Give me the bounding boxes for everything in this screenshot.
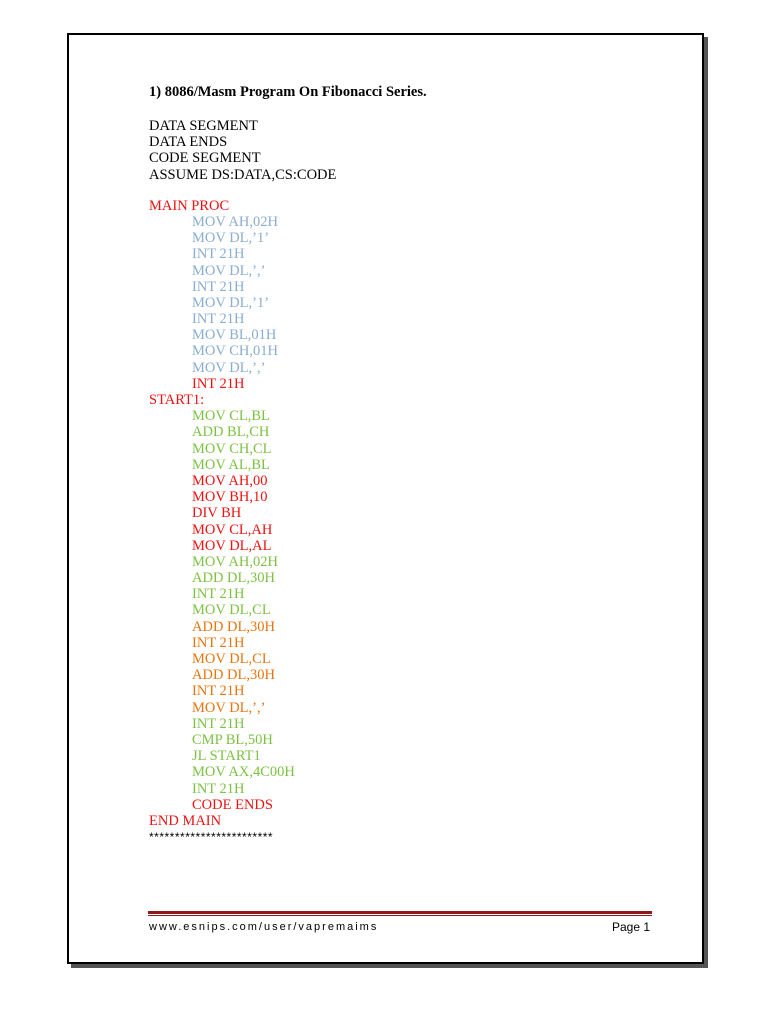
code-line: INT 21H bbox=[192, 780, 245, 797]
footer-url: www.esnips.com/user/vapremaims bbox=[149, 921, 379, 933]
code-line: INT 21H bbox=[192, 311, 245, 328]
code-line: INT 21H bbox=[192, 634, 245, 651]
code-line: MOV DL,CL bbox=[192, 651, 271, 667]
segment-declarations bbox=[149, 118, 336, 183]
code-line: INT 21H bbox=[192, 278, 245, 295]
code-line: ADD DL,30H bbox=[192, 667, 275, 684]
code-line: MOV BH,10 bbox=[192, 489, 268, 506]
code-line: MOV DL,’,’ bbox=[192, 359, 266, 376]
code-line: INT 21H bbox=[192, 683, 245, 700]
code-line: CODE ENDS bbox=[192, 796, 273, 813]
code-line: INT 21H bbox=[192, 715, 245, 732]
code-line: JL START1 bbox=[192, 748, 261, 765]
code-block bbox=[149, 118, 336, 845]
separator-stars: ************************ bbox=[149, 830, 274, 845]
code-line: ADD DL,30H bbox=[192, 618, 275, 635]
code-line: MOV BL,01H bbox=[192, 327, 277, 344]
code-line: MOV CL,BL bbox=[192, 408, 270, 425]
code-line: END MAIN bbox=[149, 812, 222, 829]
page-number: Page 1 bbox=[612, 920, 651, 934]
document-title: 1) 8086/Masm Program On Fibonacci Series. bbox=[149, 84, 427, 100]
code-line: INT 21H bbox=[192, 246, 245, 263]
code-line: DIV BH bbox=[192, 505, 242, 522]
code-line: MOV DL,’,’ bbox=[192, 699, 266, 716]
code-line: MOV CL,AH bbox=[192, 521, 273, 538]
footer-rule-thin bbox=[148, 915, 652, 916]
code-line: MOV DL,’1’ bbox=[192, 294, 270, 311]
code-line: MOV DL,’1’ bbox=[192, 230, 270, 247]
code-line: MAIN PROC bbox=[149, 197, 230, 214]
code-line: MOV AH,02H bbox=[192, 213, 278, 230]
code-line: MOV DL,CL bbox=[192, 602, 271, 619]
header-line: ASSUME DS:DATA,CS:CODE bbox=[149, 166, 337, 183]
code-line: INT 21H bbox=[192, 375, 245, 392]
header-line: DATA ENDS bbox=[149, 134, 228, 151]
code-line: MOV AH,02H bbox=[192, 553, 278, 570]
code-line: MOV CH,CL bbox=[192, 440, 272, 457]
header-line: DATA SEGMENT bbox=[149, 118, 258, 134]
code-line: MOV AX,4C00H bbox=[192, 764, 295, 781]
footer-rule bbox=[148, 911, 652, 914]
code-line: MOV CH,01H bbox=[192, 343, 278, 360]
code-line: CMP BL,50H bbox=[192, 731, 273, 748]
code-line: ADD DL,30H bbox=[192, 570, 275, 587]
code-line: MOV AH,00 bbox=[192, 472, 268, 489]
header-line: CODE SEGMENT bbox=[149, 150, 261, 167]
code-line: MOV AL,BL bbox=[192, 456, 270, 473]
code-line: INT 21H bbox=[192, 586, 245, 603]
blank-line bbox=[149, 183, 336, 198]
code-line: ADD BL,CH bbox=[192, 424, 270, 441]
code-listing bbox=[149, 198, 336, 829]
code-line: START1: bbox=[149, 392, 205, 408]
code-line: MOV DL,AL bbox=[192, 537, 272, 554]
code-line: MOV DL,’,’ bbox=[192, 262, 266, 279]
